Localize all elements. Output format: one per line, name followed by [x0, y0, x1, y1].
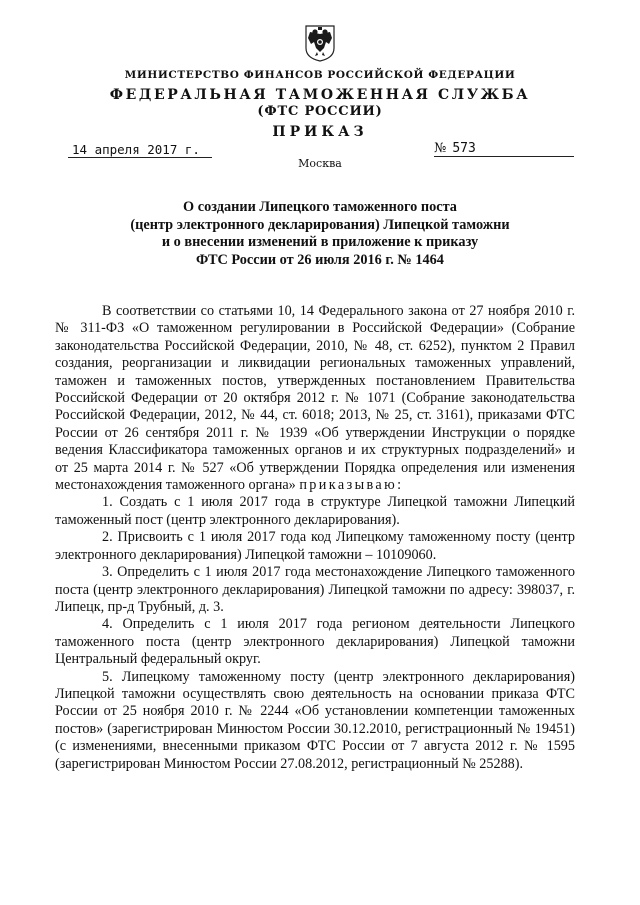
preamble-paragraph: [55, 303, 575, 494]
title-line: (центр электронного декларирования) Липецкой таможни: [130, 216, 510, 233]
order-date: 14 апреля 2017 г.: [68, 142, 212, 158]
service-short-name: (ФТС РОССИИ): [257, 104, 383, 119]
order-item: 1. Создать с 1 июля 2017 года в структуре Липецкой таможни Липецкий таможенный пост (центр электронного декларирования).: [55, 494, 575, 528]
russian-coat-of-arms-icon: [304, 24, 336, 62]
order-item: 2. Присвоить с 1 июля 2017 года код Липецкому таможенному посту (центр электронного декларирования) Липецкой таможни – 10109060.: [55, 529, 575, 563]
ministry-name: МИНИСТЕРСТВО ФИНАНСОВ РОССИЙСКОЙ ФЕДЕРАЦИИ: [124, 69, 516, 81]
number-sign: №: [434, 141, 447, 156]
order-item: 4. Определить с 1 июля 2017 года регионом деятельности Липецкого таможенного поста (центр электронного декларирования) Липецкой таможни Центральный федеральный округ.: [55, 616, 575, 668]
order-number-field: [434, 141, 574, 157]
order-item: 5. Липецкому таможенному посту (центр электронного декларирования) Липецкой таможни осуществлять свою деятельность на основании приказа ФТС России от 25 ноября 2010 г. № 2244 «Об установлении компетенции таможенных постов» (зарегистрирован Минюстом России 30.12.2010, регистрационный № 19451) (с изменениями, внесенными приказом ФТС России от 7 августа 2012 г. № 1595 (зарегистрирован Минюстом России 27.08.2012, регистрационный № 25288).: [55, 668, 575, 772]
order-word: приказываю:: [299, 477, 404, 494]
document-title: [120, 199, 520, 269]
title-line: ФТС России от 26 июля 2016 г. № 1464: [196, 251, 444, 268]
city: Москва: [298, 157, 342, 170]
order-item: 3. Определить с 1 июля 2017 года местонахождение Липецкого таможенного поста (центр электронного декларирования) Липецкой таможни по адресу: 398037, г. Липецк, пр-д Трубный, д. 3.: [55, 564, 575, 615]
service-name: ФЕДЕРАЛЬНАЯ ТАМОЖЕННАЯ СЛУЖБА: [109, 87, 531, 103]
document-body: [55, 303, 575, 773]
preamble-text: В соответствии со статьями 10, 14 Федерального закона от 27 ноября 2010 г. № 311-ФЗ «О таможенном регулировании в Российской Федерации» (Собрание законодательства Российской Федерации, 2010, № 48, ст. 6252), пунктом 2 Правил создания, реорганизации и ликвидации региональных таможенных управлений, таможен и таможенных постов, утвержденных постановлением Правительства Российской Федерации от 20 октября 2012 г. № 1071 (Собрание законодательства Российской Федерации, 2012, № 44, ст. 6018; 2013, № 25, ст. 3161), приказами ФТС России от 26 сентября 2011 г. № 1939 «Об утверждении Инструкции о порядке ведения Классификатора таможенных органов и их структурных подразделений» и от 25 марта 2014 г. № 527 «Об утверждении Порядка определения или изменения местонахождения таможенного органа»: [55, 303, 575, 494]
order-number: 573: [452, 141, 476, 156]
document-type: ПРИКАЗ: [272, 124, 368, 140]
title-line: О создании Липецкого таможенного поста: [183, 199, 457, 215]
title-line: и о внесении изменений в приложение к приказу: [161, 234, 479, 250]
